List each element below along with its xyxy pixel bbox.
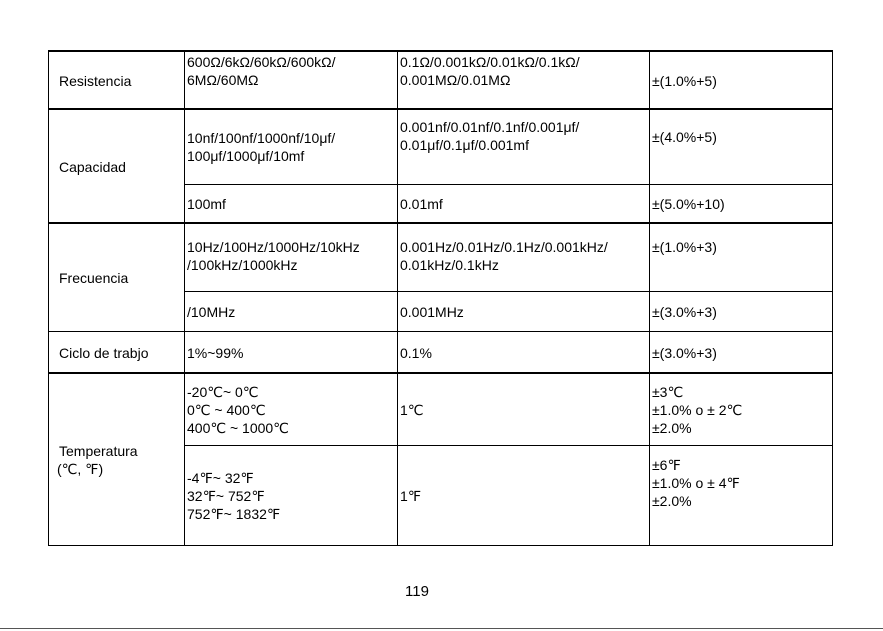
specification-table xyxy=(48,50,833,546)
resolution-line: 0.001MHz xyxy=(400,303,464,320)
range-line: 6MΩ/60MΩ xyxy=(187,72,259,88)
resolution-line: 0.001nf/0.01nf/0.1nf/0.001μf/ xyxy=(400,119,580,136)
bottom-rule xyxy=(0,628,883,629)
accuracy-line: ±(1.0%+5) xyxy=(652,72,717,89)
range-cell xyxy=(185,331,398,373)
resolution-line: 0.01μf/0.1μf/0.001mf xyxy=(400,137,529,154)
resolution-cell xyxy=(398,331,650,373)
resolution-cell xyxy=(398,223,650,291)
range-line: 100μf/1000μf/10mf xyxy=(187,148,305,165)
resolution-line: 0.001Hz/0.01Hz/0.1Hz/0.001kHz/ xyxy=(400,239,608,256)
page-number: 119 xyxy=(405,583,429,600)
accuracy-cell xyxy=(650,109,833,184)
function-name: Frecuencia xyxy=(49,223,185,331)
range-cell xyxy=(185,51,398,109)
function-name: Capacidad xyxy=(49,109,185,223)
accuracy-line: ±2.0% xyxy=(652,492,692,509)
range-line: 400℃ ~ 1000℃ xyxy=(187,420,289,437)
accuracy-line: ±(4.0%+5) xyxy=(652,129,717,146)
accuracy-line: ±1.0% o ± 4℉ xyxy=(652,474,740,491)
resolution-cell xyxy=(398,184,650,223)
resolution-cell xyxy=(398,291,650,331)
table-row xyxy=(49,223,833,291)
resolution-line: 0.01mf xyxy=(400,195,443,212)
range-cell xyxy=(185,223,398,291)
range-line: 600Ω/6kΩ/60kΩ/600kΩ/ xyxy=(187,54,336,70)
resolution-cell xyxy=(398,373,650,445)
range-line: 32℉~ 752℉ xyxy=(187,487,265,504)
accuracy-line: ±(1.0%+3) xyxy=(652,239,717,256)
range-line: /100kHz/1000kHz xyxy=(187,257,298,274)
range-cell xyxy=(185,291,398,331)
resolution-line: 1℉ xyxy=(400,487,422,504)
range-cell xyxy=(185,373,398,445)
accuracy-line: ±1.0% o ± 2℃ xyxy=(652,402,743,419)
accuracy-cell xyxy=(650,373,833,445)
function-name xyxy=(49,373,185,545)
range-line: -4℉~ 32℉ xyxy=(187,469,254,486)
range-cell xyxy=(185,184,398,223)
function-name-label: Temperatura xyxy=(59,443,138,460)
table-row xyxy=(49,51,833,109)
range-line: /10MHz xyxy=(187,303,236,320)
resolution-cell xyxy=(398,51,650,109)
accuracy-line: ±(3.0%+3) xyxy=(652,303,717,320)
resolution-line: 0.1% xyxy=(400,344,432,361)
resolution-line: 0.1Ω/0.001kΩ/0.01kΩ/0.1kΩ/ xyxy=(400,54,580,70)
accuracy-line: ±3℃ xyxy=(652,384,684,401)
range-line: 752℉~ 1832℉ xyxy=(187,505,281,522)
accuracy-cell xyxy=(650,291,833,331)
accuracy-cell xyxy=(650,51,833,109)
accuracy-cell xyxy=(650,223,833,291)
range-line: 0℃ ~ 400℃ xyxy=(187,402,266,419)
accuracy-line: ±(5.0%+10) xyxy=(652,195,725,212)
accuracy-cell xyxy=(650,184,833,223)
function-name: Ciclo de trabjo xyxy=(49,331,185,373)
resolution-cell xyxy=(398,445,650,545)
accuracy-line: ±6℉ xyxy=(652,456,681,473)
function-name: Resistencia xyxy=(49,51,185,109)
range-line: 10Hz/100Hz/1000Hz/10kHz xyxy=(187,239,360,256)
resolution-cell xyxy=(398,109,650,184)
range-line: 10nf/100nf/1000nf/10μf/ xyxy=(187,130,336,147)
table-row xyxy=(49,331,833,373)
accuracy-cell xyxy=(650,445,833,545)
accuracy-line: ±(3.0%+3) xyxy=(652,344,717,361)
resolution-line: 1℃ xyxy=(400,402,424,419)
accuracy-cell xyxy=(650,331,833,373)
function-unit-label: (℃, ℉) xyxy=(57,461,104,478)
resolution-line: 0.001MΩ/0.01MΩ xyxy=(400,72,511,88)
range-line: 1%~99% xyxy=(187,344,244,361)
range-line: 100mf xyxy=(187,195,226,212)
range-cell xyxy=(185,445,398,545)
table-row xyxy=(49,373,833,445)
accuracy-line: ±2.0% xyxy=(652,420,692,437)
resolution-line: 0.01kHz/0.1kHz xyxy=(400,257,499,274)
table-row xyxy=(49,109,833,184)
range-cell xyxy=(185,109,398,184)
range-line: -20℃~ 0℃ xyxy=(187,384,259,401)
